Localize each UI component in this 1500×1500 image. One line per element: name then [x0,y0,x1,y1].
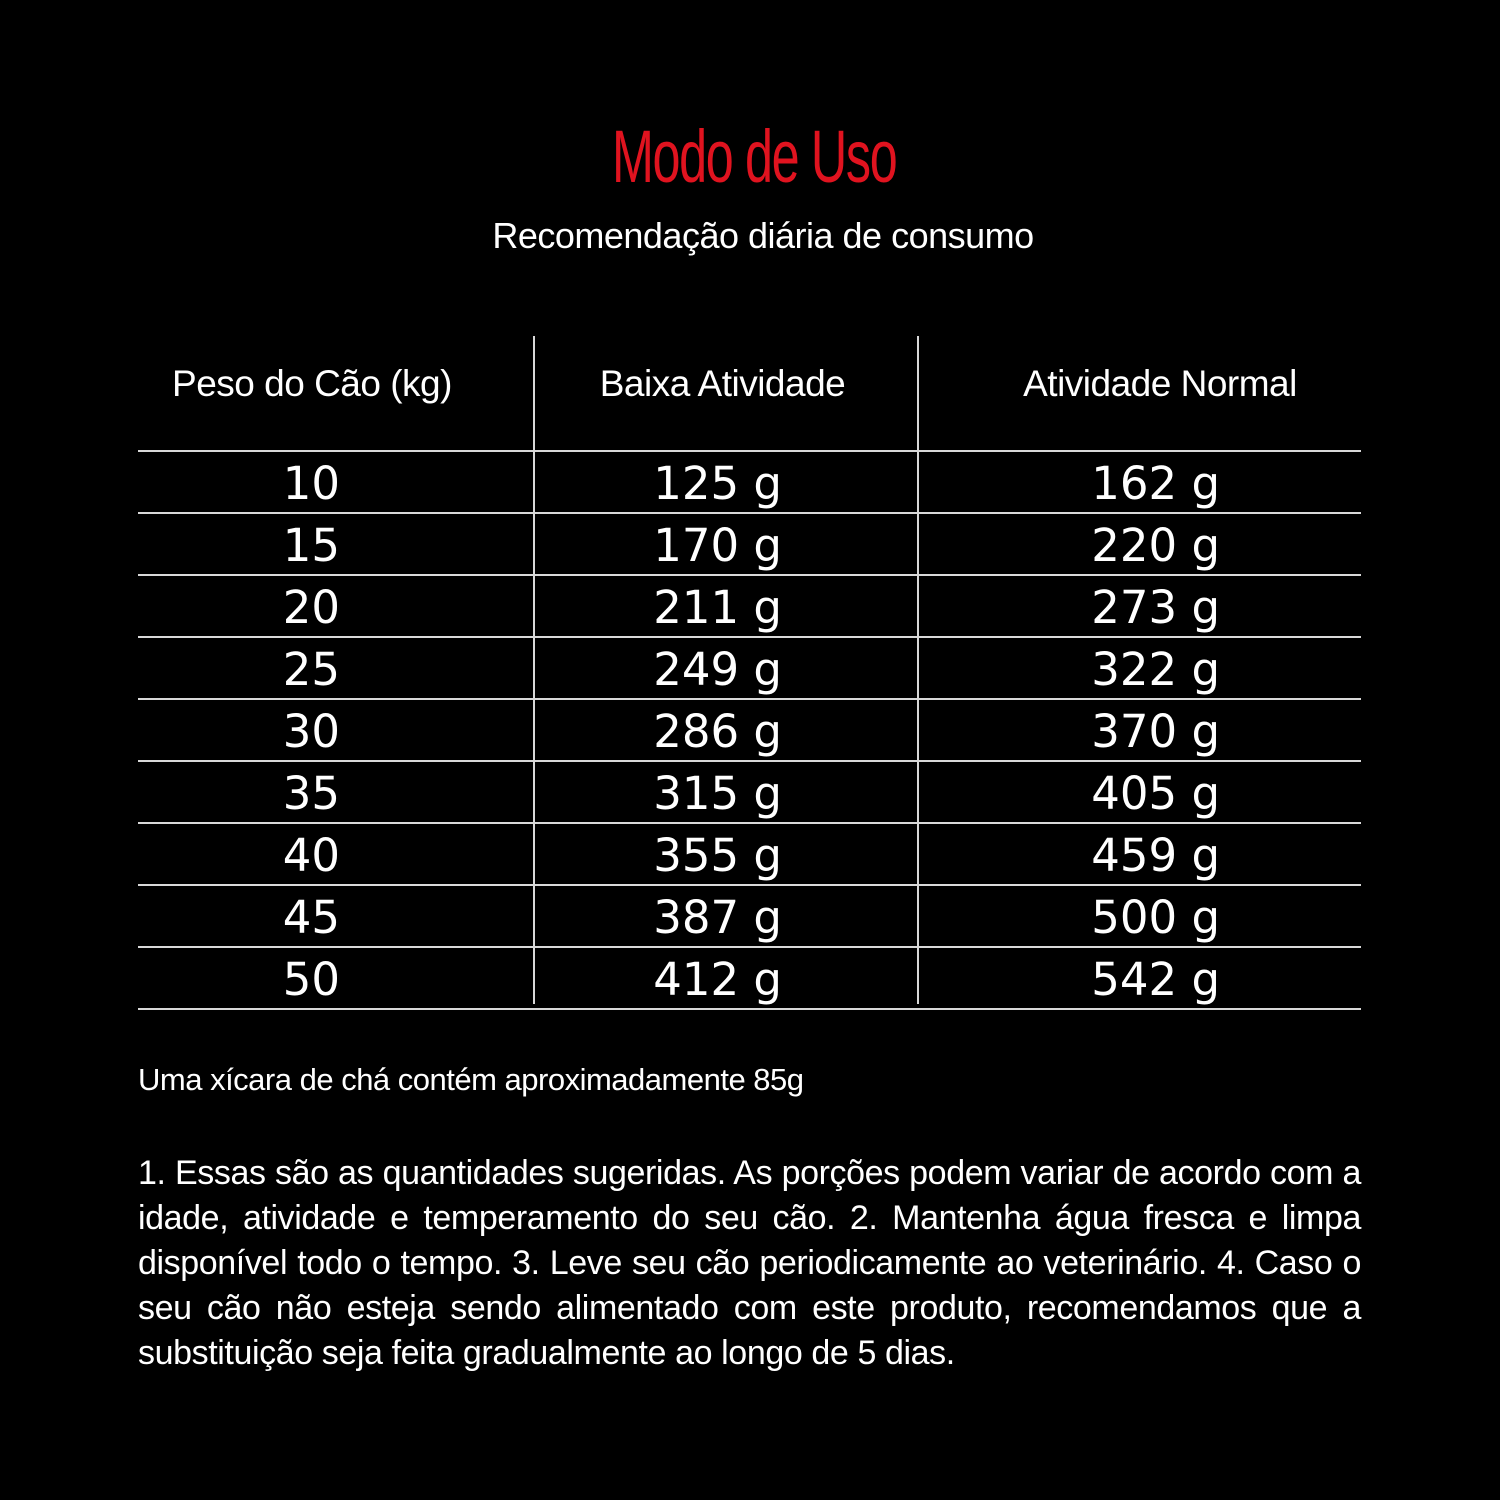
weight-cell: 45 [282,891,341,944]
cup-note: Uma xícara de chá contém aproximadamente 85g [138,1062,804,1097]
low-activity-cell: 387 g [653,891,782,944]
page-title: Modo de Uso [611,115,897,198]
instructions-paragraph: 1. Essas são as quantidades sugeridas. As porções podem variar de acordo com a idade, atividade e temperamento do seu cão. 2. Mantenha água fresca e limpa disponível todo o tempo. 3. Leve seu cão periodicamente ao veterinário. 4. Caso o seu cão não esteja sendo alimentado com este produto, recomendamos que a substituição seja feita gradualmente ao longo de 5 dias. [138,1154,1361,1372]
normal-activity-cell: 273 g [1091,581,1221,634]
low-activity-cell: 315 g [653,767,782,820]
weight-cell: 30 [282,705,341,758]
page-subtitle: Recomendação diária de consumo [492,215,1034,256]
normal-activity-cell: 542 g [1091,953,1221,1006]
header-dog-weight: Peso do Cão (kg) [172,363,452,404]
weight-cell: 35 [282,767,341,820]
normal-activity-cell: 322 g [1091,643,1221,696]
normal-activity-cell: 405 g [1091,767,1221,820]
normal-activity-cell: 162 g [1091,457,1221,510]
low-activity-cell: 249 g [653,643,782,696]
normal-activity-cell: 500 g [1091,891,1221,944]
low-activity-cell: 412 g [653,953,782,1006]
weight-cell: 50 [282,953,341,1006]
weight-cell: 10 [282,457,341,510]
weight-cell: 15 [282,519,341,572]
table-row [138,452,1361,514]
header-normal-activity: Atividade Normal [1023,363,1297,404]
table-row [138,514,1361,576]
weight-cell: 20 [282,581,341,634]
table-row [138,886,1361,948]
table-row [138,638,1361,700]
weight-cell: 40 [282,829,341,882]
low-activity-cell: 286 g [653,705,782,758]
low-activity-cell: 355 g [653,829,782,882]
table-row [138,700,1361,762]
feeding-table [138,336,1361,1010]
low-activity-cell: 125 g [653,457,782,510]
header-low-activity: Baixa Atividade [599,363,846,404]
table-header-row [138,336,1361,452]
weight-cell: 25 [282,643,341,696]
column-divider [533,336,535,1004]
table-row [138,576,1361,638]
low-activity-cell: 170 g [653,519,782,572]
table-row [138,762,1361,824]
normal-activity-cell: 459 g [1091,829,1221,882]
table-row [138,948,1361,1010]
low-activity-cell: 211 g [653,581,782,634]
table-row [138,824,1361,886]
column-divider [917,336,919,1004]
normal-activity-cell: 370 g [1091,705,1221,758]
normal-activity-cell: 220 g [1091,519,1221,572]
